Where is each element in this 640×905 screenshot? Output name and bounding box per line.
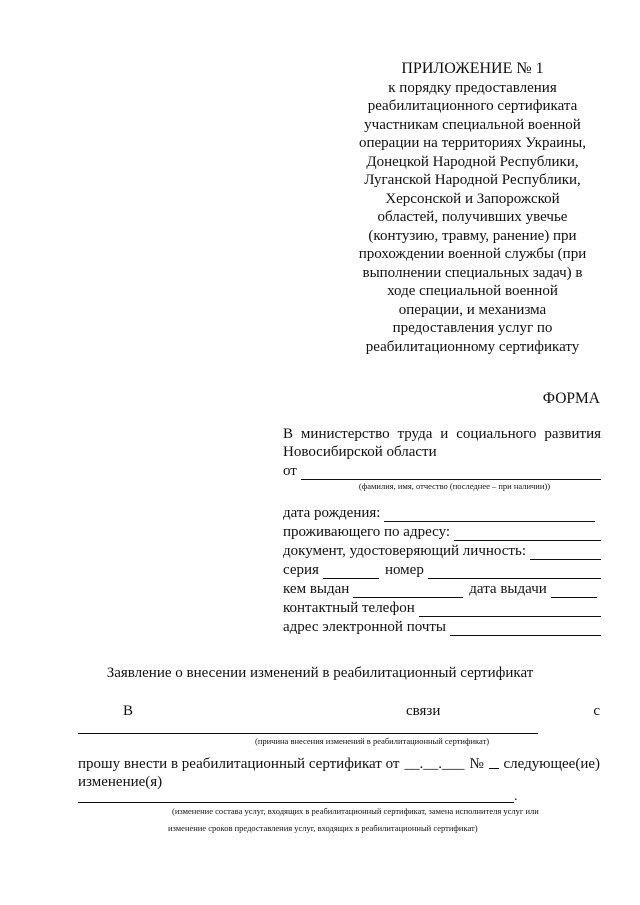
request-block xyxy=(78,755,600,791)
reason-row xyxy=(78,703,600,720)
appendix-line: Луганской Народной Республики, xyxy=(364,172,581,188)
changes-note-1: (изменение состава услуг, входящих в реабилитационный сертификат, замена исполнителя услуг или xyxy=(172,806,539,816)
appendix-line: областей, получивших увечье xyxy=(377,209,568,225)
number-sign: № xyxy=(469,756,484,772)
address-row xyxy=(283,522,601,541)
email-field[interactable] xyxy=(450,621,601,636)
from-note: (фамилия, имя, отчество (последнее – при наличии)) xyxy=(358,481,551,491)
email-row xyxy=(283,617,601,636)
request-part-1: прошу внести в реабилитационный сертификат от xyxy=(78,756,400,772)
reason-field[interactable] xyxy=(78,733,538,734)
appendix-line: операции на территориях Украины, xyxy=(358,135,586,151)
appendix-line: (контузию, травму, ранение) при xyxy=(368,227,577,244)
id-doc-label: документ, удостоверяющий личность: xyxy=(283,543,526,559)
phone-field[interactable] xyxy=(419,602,601,617)
from-name-field[interactable] xyxy=(301,465,601,480)
certificate-date-field[interactable]: __.__.___ xyxy=(404,756,465,772)
issued-by-field[interactable] xyxy=(353,583,463,598)
email-label: адрес электронной почты xyxy=(283,619,447,635)
phone-label: контактный телефон xyxy=(283,600,415,616)
dob-row xyxy=(283,503,601,522)
form-label: ФОРМА xyxy=(542,390,600,407)
appendix-line: предоставления услуг по xyxy=(392,320,553,336)
issue-date-label: дата выдачи xyxy=(469,581,547,597)
appendix-block xyxy=(350,60,595,356)
address-label: проживающего по адресу: xyxy=(283,524,451,540)
word-s: с xyxy=(593,703,600,719)
changes-note-2: изменение сроков предоставления услуг, входящих в реабилитационный сертификат) xyxy=(168,823,478,833)
issued-by-label: кем выдан xyxy=(283,581,350,597)
request-row-2: изменение(я) xyxy=(78,774,163,790)
word-v: В xyxy=(123,703,134,719)
dob-field[interactable] xyxy=(384,507,595,522)
changes-field[interactable] xyxy=(78,802,514,803)
from-label: от xyxy=(283,463,297,479)
issued-row xyxy=(283,579,601,598)
series-field[interactable] xyxy=(323,564,379,579)
from-row xyxy=(283,461,601,480)
appendix-line: прохождении военной службы (при xyxy=(358,246,587,262)
appendix-line: реабилитационного сертификата xyxy=(367,98,578,114)
request-part-2: следующее(ие) xyxy=(503,756,600,772)
appendix-line: реабилитационному сертификату xyxy=(365,338,580,355)
dob-label: дата рождения: xyxy=(283,505,381,521)
number-field[interactable] xyxy=(428,564,601,579)
reason-note: (причина внесения изменений в реабилитационный сертификат) xyxy=(255,736,490,746)
series-label: серия xyxy=(283,562,319,578)
addressee-line-1: В министерство труда и социального развития xyxy=(283,426,601,442)
request-row-1 xyxy=(78,755,600,773)
issue-date-field[interactable] xyxy=(551,583,597,598)
statement-title: Заявление о внесении изменений в реабилитационный сертификат xyxy=(106,665,534,681)
series-number-row xyxy=(283,560,601,579)
changes-period: . xyxy=(514,789,518,804)
appendix-line: выполнении специальных задач) в xyxy=(362,264,583,281)
addressee-block xyxy=(283,425,601,636)
appendix-line: к порядку предоставления xyxy=(388,79,557,96)
appendix-line: ходе специальной военной xyxy=(387,283,558,299)
appendix-line: Донецкой Народной Республики, xyxy=(366,153,579,170)
address-field[interactable] xyxy=(454,526,601,541)
appendix-line: Херсонской и Запорожской xyxy=(385,190,560,207)
addressee-line-2: Новосибирской области xyxy=(283,444,437,460)
certificate-number-field[interactable] xyxy=(489,755,499,769)
appendix-heading: ПРИЛОЖЕНИЕ № 1 xyxy=(401,60,544,77)
word-svyazi: связи xyxy=(405,703,441,719)
number-label: номер xyxy=(384,562,424,578)
appendix-line: операции, и механизма xyxy=(398,301,547,318)
appendix-line: участникам специальной военной xyxy=(364,116,581,133)
phone-row xyxy=(283,598,601,617)
id-doc-field[interactable] xyxy=(530,545,601,560)
id-doc-row xyxy=(283,541,601,560)
